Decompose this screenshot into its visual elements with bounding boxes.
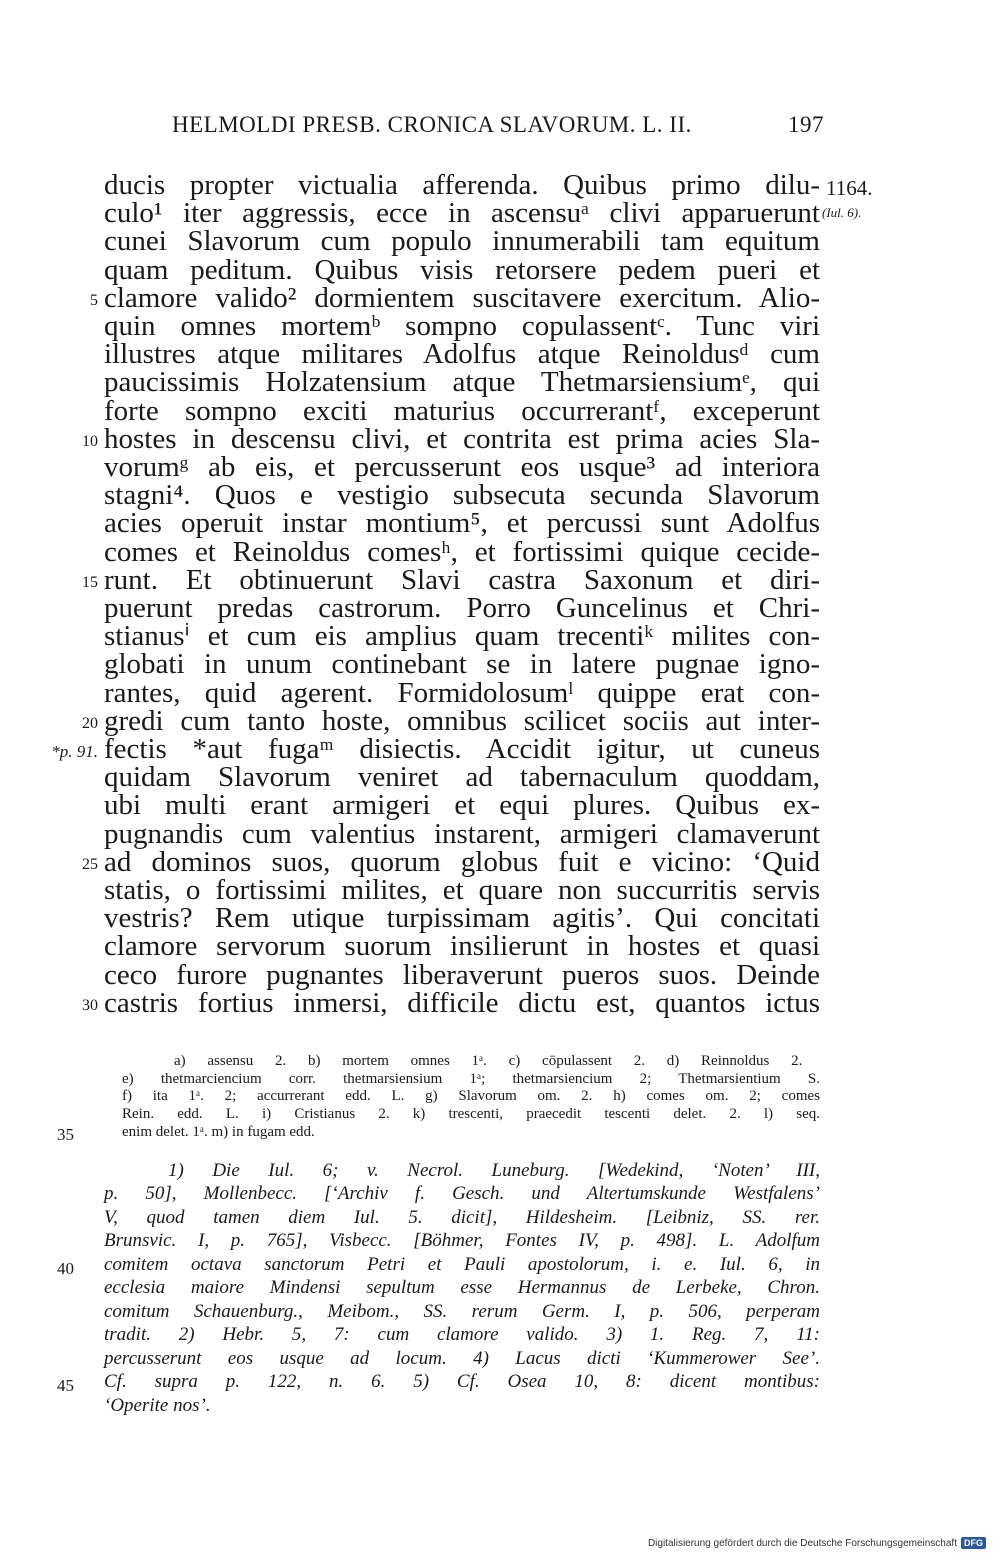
apparatus-line: a) assensu 2. b) mortem omnes 1ᵃ. c) cōpulassent 2. d) Reinnoldus 2. [174,1053,803,1069]
main-text-line: pugnandis cum valentius instarent, armigeri clamaverunt [104,818,820,850]
line-number: 15 [82,574,98,591]
dfg-logo-icon: DFG [961,1537,986,1549]
line-number: 20 [82,715,98,732]
main-text-line: forte sompno exciti maturius occurrerantᶠ, exceperunt [104,395,820,427]
apparatus-line: Rein. edd. L. i) Cristianus 2. k) trescenti, praecedit tescenti delet. 2. l) seq. [122,1106,820,1122]
footnote-line: comitum Schauenburg., Meibom., SS. rerum Germ. I, p. 506, perperam [104,1301,820,1322]
main-text-line: clamore valido² dormientem suscitavere exercitum. Alio- [104,282,820,314]
main-text-line: quam peditum. Quibus visis retorsere pedem pueri et [104,254,820,286]
main-text-line: paucissimis Holzatensium atque Thetmarsiensiumᵉ, qui [104,366,820,398]
main-text-line: stianusⁱ et cum eis amplius quam trecentiᵏ milites con- [104,620,820,652]
main-text-line: vestris? Rem utique turpissimam agitis’. Qui concitati [104,902,820,934]
apparatus-line: f) ita 1ᵃ. 2; accurrerant edd. L. g) Slavorum om. 2. h) comes om. 2; comes [122,1088,820,1104]
main-text-line: castris fortius inmersi, difficile dictu est, quantos ictus [104,987,820,1019]
apparatus-line: enim delet. 1ᵃ. m) in fugam edd. [122,1124,315,1140]
main-text-line: stagni⁴. Quos e vestigio subsecuta secunda Slavorum [104,479,820,511]
line-number: 45 [57,1376,74,1395]
main-text-line: hostes in descensu clivi, et contrita est prima acies Sla- [104,423,820,455]
main-text-line: quin omnes mortemᵇ sompno copulassentᶜ. Tunc viri [104,310,820,342]
main-text-line: clamore servorum suorum insilierunt in hostes et quasi [104,930,820,962]
main-text-line: puerunt predas castrorum. Porro Guncelinus et Chri- [104,592,820,624]
footnote-line: Brunsvic. I, p. 765], Visbecc. [Böhmer, Fontes IV, p. 498]. L. Adolfum [104,1230,820,1251]
main-text-line: fectis *aut fugaᵐ disiectis. Accidit igitur, ut cuneus [104,733,820,765]
header-title: HELMOLDI PRESB. CRONICA SLAVORUM. L. II. [172,112,692,137]
main-text-line: culo¹ iter aggressis, ecce in ascensuᵃ clivi apparuerunt [104,197,820,229]
main-text-line: acies operuit instar montium⁵, et percussi sunt Adolfus [104,507,820,539]
line-number: 30 [82,997,98,1014]
main-text-line: ubi multi erant armigeri et equi plures. Quibus ex- [104,789,820,821]
line-number: 40 [57,1259,74,1278]
funding-note-text: Digitalisierung gefördert durch die Deutsche Forschungsgemeinschaft [647,1537,957,1549]
footnote-line: ‘Operite nos’. [104,1395,211,1416]
line-number: 10 [82,433,98,450]
line-number: 35 [57,1125,74,1144]
main-text-line: vorumᵍ ab eis, et percusserunt eos usque³ ad interiora [104,451,820,483]
main-text-line: ducis propter victualia afferenda. Quibus primo dilu- [104,169,820,201]
running-header [172,112,824,138]
main-text-line: comes et Reinoldus comesʰ, et fortissimi quique cecide- [104,536,820,568]
footnote-line: Cf. supra p. 122, n. 6. 5) Cf. Osea 10, 8: dicent montibus: [104,1371,820,1392]
main-text-line: quidam Slavorum veniret ad tabernaculum quoddam, [104,761,820,793]
apparatus-line: e) thetmarciencium corr. thetmarsiensium 1ᵃ; thetmarsiencium 2; Thetmarsientium S. [122,1071,820,1087]
footnote-line: tradit. 2) Hebr. 5, 7: cum clamore valido. 3) 1. Reg. 7, 11: [104,1324,820,1345]
footnote-line: comitem octava sanctorum Petri et Pauli apostolorum, i. e. Iul. 6, in [104,1254,820,1275]
footnote-line: ecclesia maiore Mindensi sepultum esse Hermannus de Lerbeke, Chron. [104,1277,820,1298]
line-number: 5 [90,292,98,309]
footnote-line: percusserunt eos usque ad locum. 4) Lacus dicti ‘Kummerower See’. [104,1348,820,1369]
margin-date: (Iul. 6). [822,205,862,220]
funding-note [606,1537,986,1549]
main-text-line: ad dominos suos, quorum globus fuit e vicino: ‘Quid [104,846,820,878]
line-number: 25 [82,856,98,873]
footnote-line: 1) Die Iul. 6; v. Necrol. Luneburg. [Wedekind, ‘Noten’ III, [168,1160,820,1181]
margin-year: 1164. [826,176,873,200]
main-text-line: runt. Et obtinuerunt Slavi castra Saxonum et diri- [104,564,820,596]
page-marker: *p. 91. [51,742,98,761]
main-text-line: statis, o fortissimi milites, et quare non succurritis servis [104,874,820,906]
main-text-line: cunei Slavorum cum populo innumerabili tam equitum [104,225,820,257]
main-text-line: ceco furore pugnantes liberaverunt pueros suos. Deinde [104,959,820,991]
page-number: 197 [788,112,824,137]
footnote-line: V, quod tamen diem Iul. 5. dicit], Hildesheim. [Leibniz, SS. rer. [104,1207,820,1228]
main-text-line: rantes, quid agerent. Formidolosumˡ quippe erat con- [104,677,820,709]
main-text-line: illustres atque militares Adolfus atque Reinoldusᵈ cum [104,338,820,370]
main-text-line: gredi cum tanto hoste, omnibus scilicet sociis aut inter- [104,705,820,737]
footnote-line: p. 50], Mollenbecc. [‘Archiv f. Gesch. und Altertumskunde Westfalens’ [104,1183,820,1204]
main-text-line: globati in unum continebant se in latere pugnae igno- [104,648,820,680]
